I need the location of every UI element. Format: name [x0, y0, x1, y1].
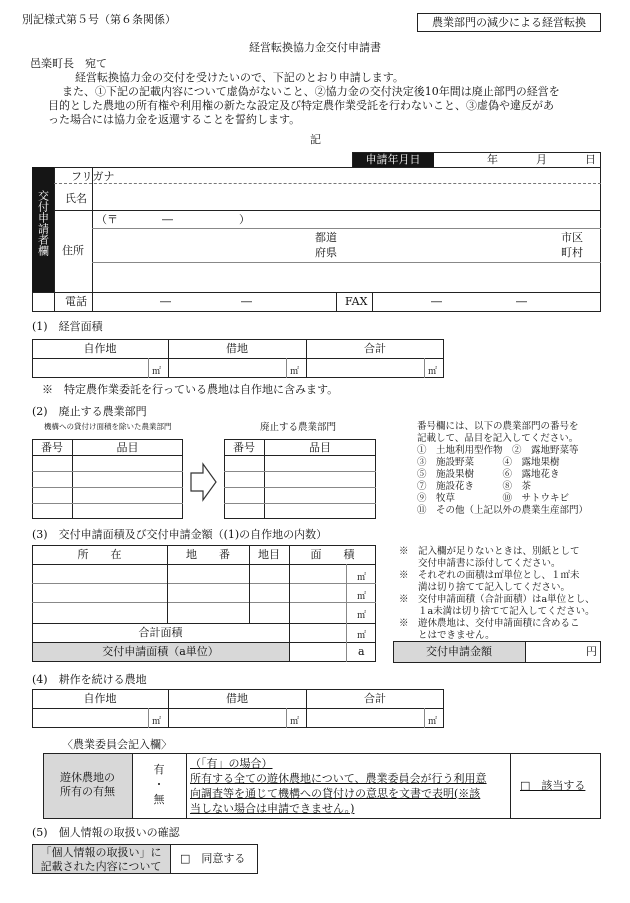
s3-note-6: １a未満は切り捨てて記入してください。: [399, 606, 595, 617]
s3-note-3: ※ それぞれの面積は㎡単位とし、１㎡未: [399, 570, 580, 581]
section-1-note: ※ 特定農作業委託を行っている農地は自作地に含みます。: [42, 383, 339, 396]
s3-area-header: 面 積: [310, 548, 355, 561]
city-label-1: 市区: [561, 231, 583, 244]
addressee: 邑楽町長 宛て: [30, 57, 107, 70]
date-day: 日: [585, 153, 596, 166]
fax-dash-2: ―: [516, 295, 527, 308]
section-2-heading: (2) 廃止する農業部門: [32, 405, 147, 418]
s4-unit-3: ㎡: [428, 717, 438, 727]
committee-heading: 〈農業委員会記入欄〉: [62, 738, 172, 751]
s3-note-4: 満は切り捨てて記入してください。: [399, 582, 571, 593]
committee-label-2: 所有の有無: [60, 785, 115, 798]
s2-right-caption: 廃止する農業部門: [260, 422, 337, 433]
phone-dash-2: ―: [241, 295, 252, 308]
s2-cat-1: ① 土地利用型作物 ② 露地野菜等: [417, 445, 579, 456]
s1-total-header: 合計: [364, 342, 386, 355]
committee-yes: 有: [153, 763, 165, 776]
date-year: 年: [487, 153, 498, 166]
postal-code: （〒 ― ）: [96, 213, 250, 226]
name-field[interactable]: [95, 185, 599, 209]
s4-unit-2: ㎡: [290, 717, 300, 727]
s5-consent-checkbox[interactable]: □ 同意する: [180, 852, 246, 865]
category-badge: [417, 13, 601, 32]
intro-line-1: 経営転換協力金の交付を受けたいので、下記のとおり申請します。: [75, 71, 404, 84]
s5-label-2: 記載された内容について: [40, 860, 162, 873]
s3-note-2: 交付申請書に添付してください。: [399, 558, 561, 569]
s3-total-area-label: 合計面積: [138, 626, 183, 639]
s5-label-1: 「個人情報の取扱い」に: [40, 846, 162, 859]
s3-type-header: 地目: [258, 548, 280, 561]
s3-unit-3: ㎡: [357, 611, 367, 621]
s3-unit-1: ㎡: [357, 573, 367, 583]
s2-right-item-header: 品目: [309, 441, 331, 454]
s2-cat-6: ⑪ その他（上記以外の農業生産部門）: [417, 505, 589, 516]
s4-total-header: 合計: [364, 692, 386, 705]
s2-cat-5: ⑨ 牧草 ⑩ サトウキビ: [417, 493, 570, 504]
s2-cat-3: ⑤ 施設果樹 ⑥ 露地花き: [417, 469, 560, 480]
date-label: 申請年月日: [365, 153, 421, 166]
fax-dash-1: ―: [431, 295, 442, 308]
committee-label-1: 遊休農地の: [60, 771, 115, 784]
s3-amount-label: 交付申請金額: [426, 645, 492, 658]
fax-label: FAX: [345, 295, 368, 308]
s2-cat-2: ③ 施設野菜 ④ 露地果樹: [417, 457, 560, 468]
s2-left-no-header: 番号: [41, 441, 63, 454]
intro-line-3: 目的とした農地の所有権や利用権の新たな設定及び特定農作業受託を行わないこと、③虚偽や違反があ: [48, 99, 554, 112]
furigana-label: フリガナ: [71, 170, 115, 183]
section-3-heading: (3) 交付申請面積及び交付申請金額（(1)の自作地の内数）: [32, 528, 328, 541]
s3-unit-4: ㎡: [357, 631, 367, 641]
s2-left-item-header: 品目: [116, 441, 139, 454]
s1-own-header: 自作地: [83, 342, 117, 355]
s4-own-header: 自作地: [83, 692, 117, 705]
s3-lot-header: 地 番: [186, 548, 230, 561]
committee-text-3: 当しない場合は申請できません。): [190, 802, 355, 815]
city-label-2: 町村: [561, 246, 583, 259]
s3-note-8: とはできません。: [399, 630, 495, 641]
committee-text-1: 所有する全ての遊休農地について、農業委員会が行う利用意: [190, 772, 487, 785]
arrow-right-icon: [190, 462, 218, 502]
s2-note-2: 記載して、品目を記入してください。: [417, 433, 579, 444]
form-number: 別記様式第５号（第６条関係）: [22, 13, 176, 26]
section-4-heading: (4) 耕作を続ける農地: [32, 673, 147, 686]
s2-cat-4: ⑦ 施設花き ⑧ 茶: [417, 481, 532, 492]
committee-checkbox[interactable]: □ 該当する: [520, 779, 586, 792]
s1-leased-header: 借地: [226, 342, 248, 355]
phone-label: 電話: [65, 295, 87, 308]
name-label: 氏名: [65, 192, 87, 205]
s3-note-5: ※ 交付申請面積（合計面積）はa単位とし、: [399, 594, 595, 605]
section-5-heading: (5) 個人情報の取扱いの確認: [32, 826, 180, 839]
phone-dash-1: ―: [160, 295, 171, 308]
committee-text-2: 向調査等を通じて機構への貸付けの意思を文書で表明(※該: [190, 787, 481, 800]
pref-label-1: 都道: [315, 231, 337, 244]
form-title: 経営転換協力金交付申請書: [249, 41, 381, 54]
s2-left-caption: 機構への貸付け面積を除いた農業部門: [44, 422, 172, 431]
s4-leased-header: 借地: [226, 692, 248, 705]
s2-note-1: 番号欄には、以下の農業部門の番号を: [417, 421, 579, 432]
date-month: 月: [536, 153, 547, 166]
s1-unit-2: ㎡: [290, 367, 300, 377]
s3-note-1: ※ 記入欄が足りないときは、別紙として: [399, 546, 580, 557]
intro-line-2: また、①下記の記載内容について虚偽がないこと、②協力金の交付決定後10年間は廃止部門の経営を: [62, 85, 560, 98]
s3-applied-area-label: 交付申請面積（a単位）: [102, 645, 219, 658]
s3-unit-2: ㎡: [357, 592, 367, 602]
s3-note-7: ※ 遊休農地は、交付申請面積に含めるこ: [399, 618, 580, 629]
committee-no: 無: [153, 793, 165, 806]
intro-line-4: った場合には協力金を返還することを誓約します。: [48, 113, 301, 126]
s1-unit-3: ㎡: [428, 367, 438, 377]
section-1-heading: (1) 経営面積: [32, 320, 103, 333]
s3-a-unit: a: [358, 645, 365, 658]
address-label: 住所: [62, 244, 84, 257]
ki-mark: 記: [310, 133, 321, 146]
side-label-text: 交付申請者欄: [36, 190, 50, 256]
pref-label-2: 府県: [315, 246, 337, 259]
s3-loc-header: 所 在: [77, 548, 122, 561]
committee-case: （「有」の場合）: [190, 757, 273, 770]
s3-yen-unit: 円: [586, 645, 597, 658]
s1-unit-1: ㎡: [152, 367, 162, 377]
s2-right-no-header: 番号: [233, 441, 255, 454]
committee-dot: ・: [153, 778, 165, 791]
side-label: [32, 190, 54, 259]
category-badge-text: 農業部門の減少による経営転換: [432, 16, 586, 29]
date-row: [352, 152, 601, 168]
s4-unit-1: ㎡: [152, 717, 162, 727]
